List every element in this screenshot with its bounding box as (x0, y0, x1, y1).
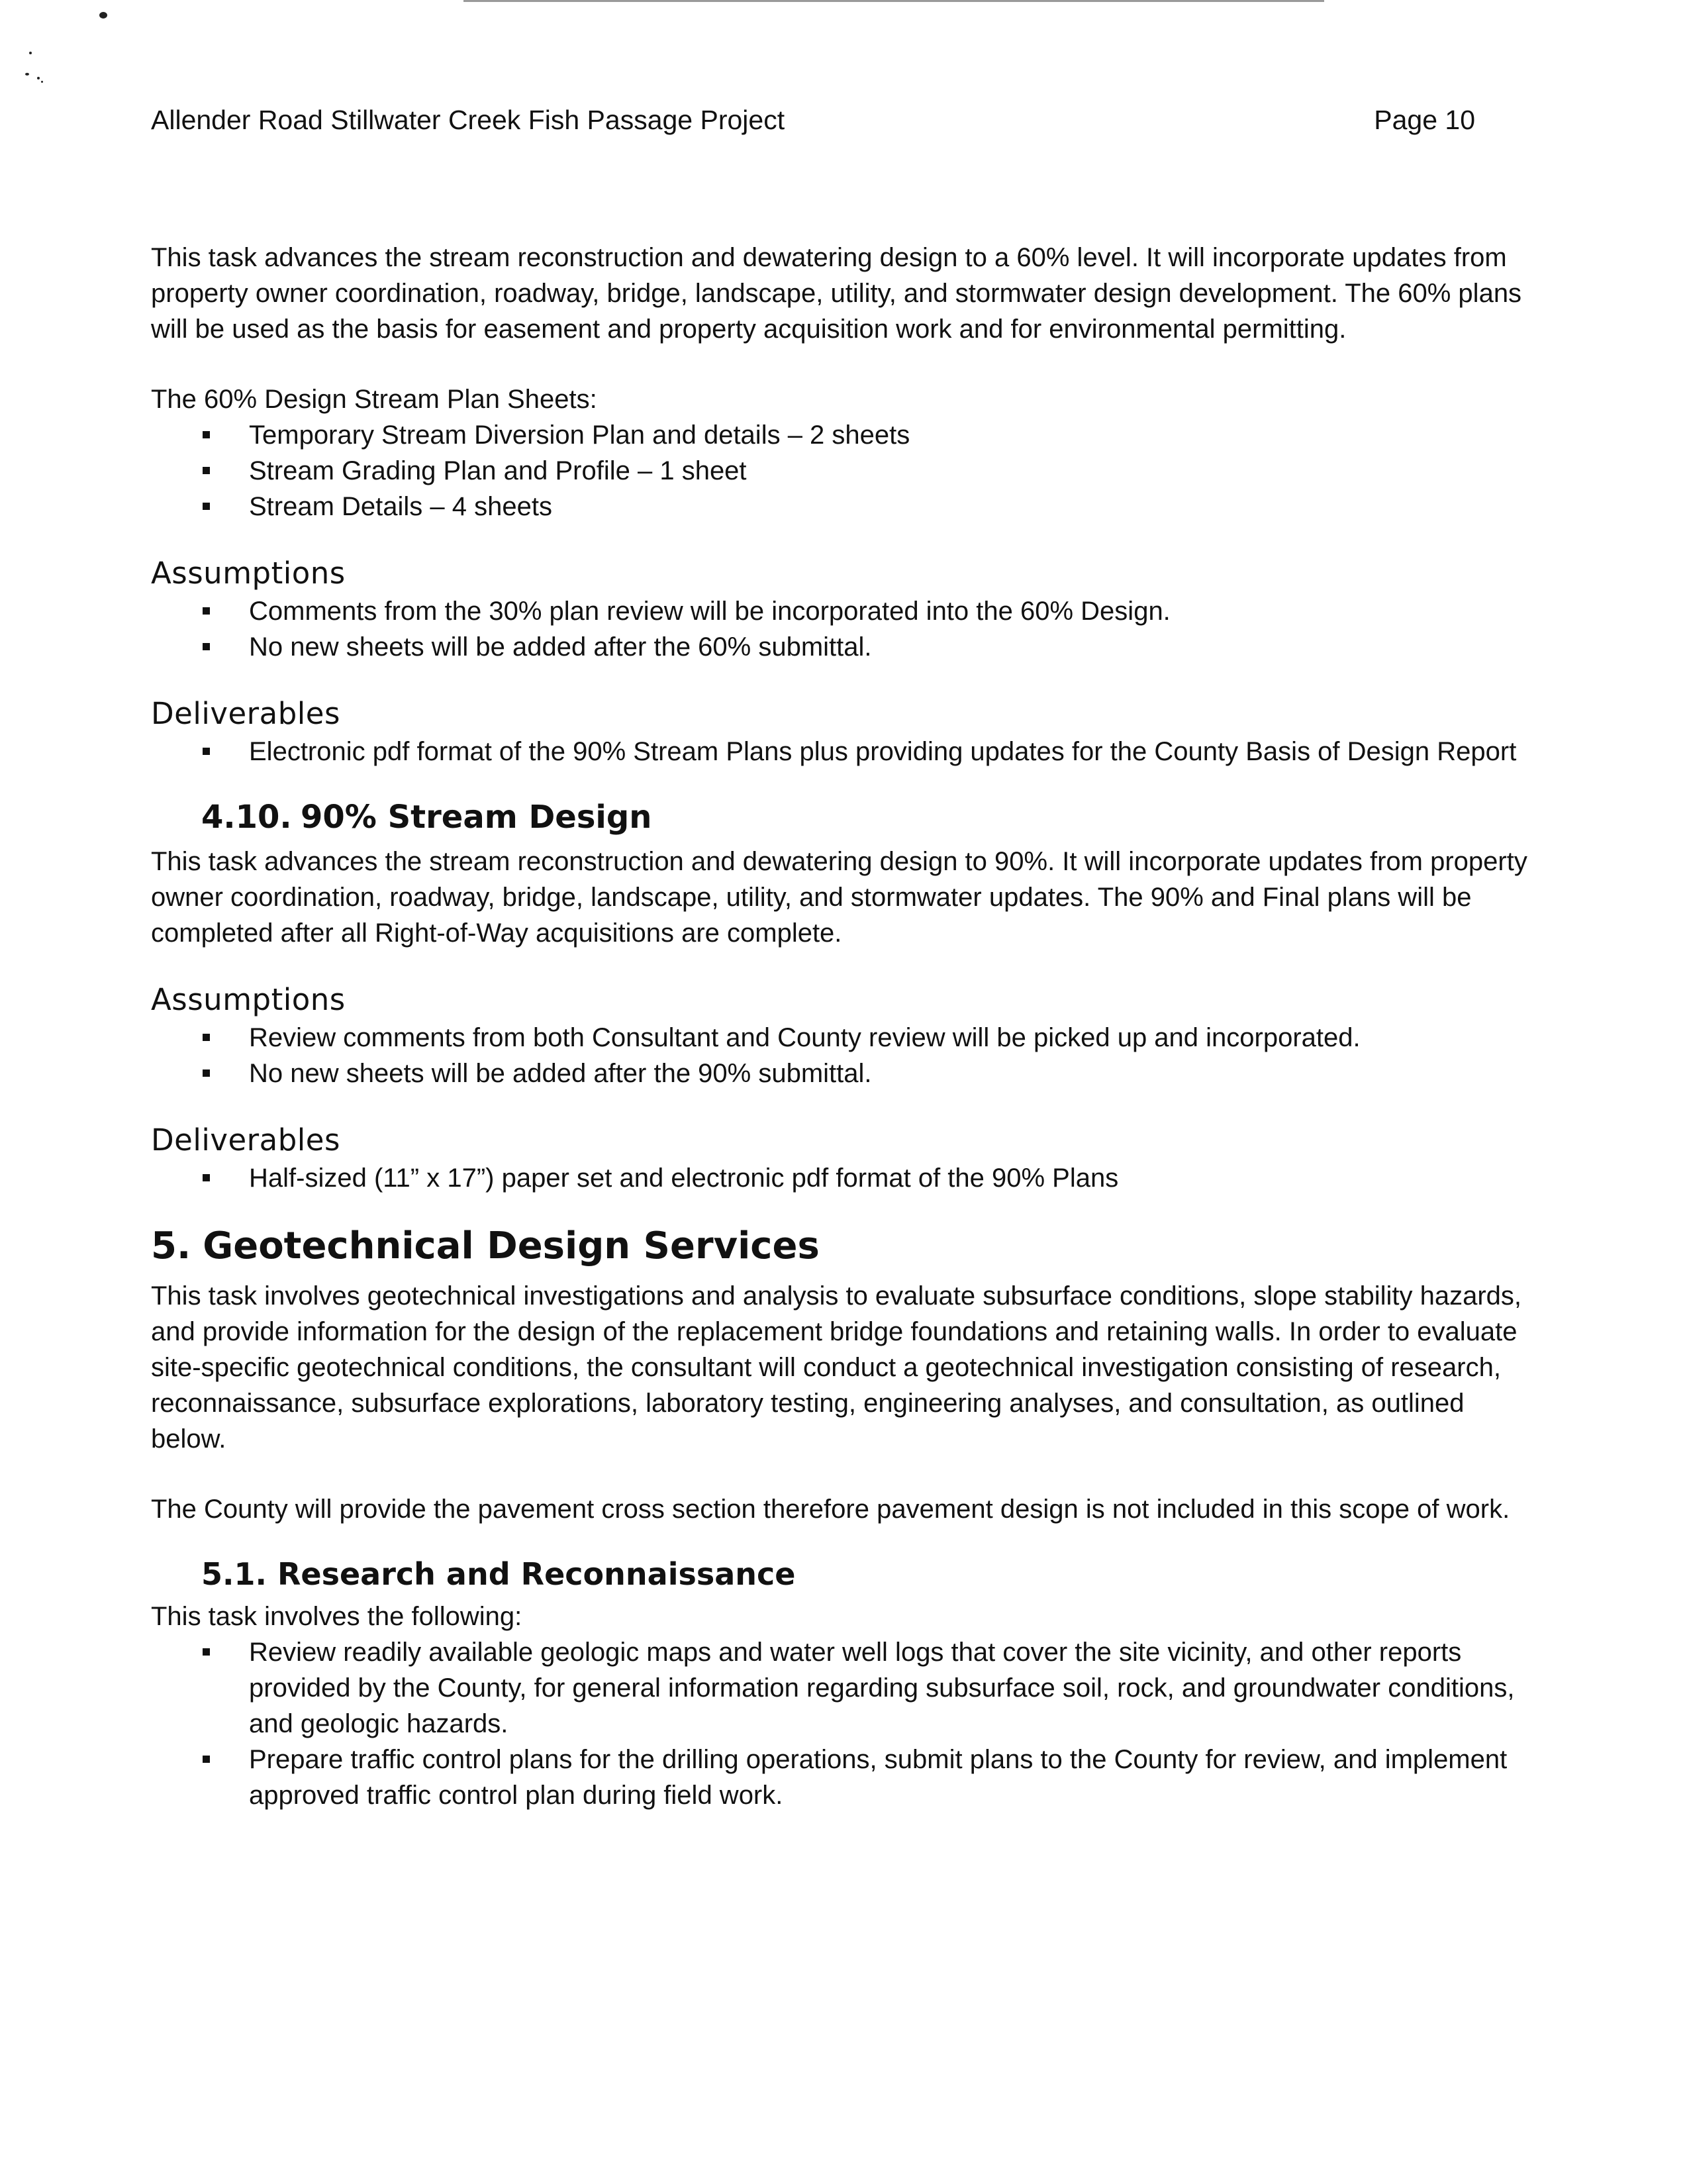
list-item: No new sheets will be added after the 90% submittal. (151, 1056, 1528, 1091)
bullet-icon (203, 607, 210, 615)
assumptions-list (151, 593, 1528, 665)
list-item: No new sheets will be added after the 60% submittal. (151, 629, 1528, 665)
section-number: 5. (151, 1224, 191, 1267)
list-item: Half-sized (11” x 17”) paper set and electronic pdf format of the 90% Plans (151, 1160, 1528, 1196)
section-title: 90% Stream Design (301, 799, 652, 836)
scan-speck (99, 12, 107, 19)
document-body (151, 240, 1528, 1813)
section-5-1-intro: This task involves the following: (151, 1602, 522, 1631)
bullet-icon (203, 431, 210, 438)
section-4-10-paragraph: This task advances the stream reconstruction and dewatering design to 90%. It will incorporate updates from property owner coordination, roadway, bridge, landscape, utility, and stormwater updates. The 90% and Final plans will be completed after all Right-of-Way acquisitions are complete. (151, 847, 1527, 948)
list-item: Stream Grading Plan and Profile – 1 sheet (151, 453, 1528, 489)
list-item: Comments from the 30% plan review will be incorporated into the 60% Design. (151, 593, 1528, 629)
deliverables-heading: Deliverables (151, 696, 340, 731)
section-5-paragraph: This task involves geotechnical investigations and analysis to evaluate subsurface conditions, slope stability hazards, and provide information for the design of the replacement bridge foundations and retaining walls. In order to evaluate site-specific geotechnical conditions, the consultant will conduct a geotechnical investigation consisting of research, reconnaissance, subsurface explorations, laboratory testing, engineering analyses, and consultation, as outlined below. (151, 1281, 1522, 1454)
section-5-heading (151, 1222, 1528, 1270)
section-4-10-heading (201, 796, 1528, 838)
section-number: 4.10. (201, 799, 292, 836)
list-item: Prepare traffic control plans for the drilling operations, submit plans to the County for review, and implement approved traffic control plan during field work. (151, 1742, 1528, 1813)
list-item: Electronic pdf format of the 90% Stream Plans plus providing updates for the County Basis of Design Report (151, 734, 1528, 769)
scan-speck (25, 73, 29, 75)
sheets-list (151, 417, 1528, 524)
scan-speck (37, 77, 40, 79)
list-item: Stream Details – 4 sheets (151, 489, 1528, 524)
section-5-1-list (151, 1634, 1528, 1813)
assumptions-list (151, 1020, 1528, 1091)
section-title: Geotechnical Design Services (203, 1224, 820, 1267)
assumptions-heading: Assumptions (151, 982, 346, 1017)
scan-speck (29, 52, 32, 54)
bullet-icon (203, 1756, 210, 1763)
list-item: Review readily available geologic maps and water well logs that cover the site vicinity, and other reports provided by the County, for general information regarding subsurface soil, rock, and groundwater conditions, and geologic hazards. (151, 1634, 1528, 1742)
bullet-icon (203, 1034, 210, 1041)
bullet-icon (203, 1648, 210, 1656)
deliverables-list (151, 1160, 1528, 1196)
list-item: Temporary Stream Diversion Plan and details – 2 sheets (151, 417, 1528, 453)
list-item: Review comments from both Consultant and County review will be picked up and incorporated. (151, 1020, 1528, 1056)
bullet-icon (203, 503, 210, 510)
bullet-icon (203, 467, 210, 474)
bullet-icon (203, 1174, 210, 1181)
deliverables-list (151, 734, 1528, 769)
document-page (151, 0, 1528, 2184)
section-5-1-heading: 5.1. Research and Reconnaissance (201, 1556, 796, 1592)
page-number: Page 10 (1374, 105, 1475, 135)
section-5-note: The County will provide the pavement cross section therefore pavement design is not included in this scope of work. (151, 1495, 1510, 1524)
bullet-icon (203, 643, 210, 650)
scan-speck (41, 81, 43, 83)
sheets-heading: The 60% Design Stream Plan Sheets: (151, 385, 597, 414)
bullet-icon (203, 748, 210, 755)
deliverables-heading: Deliverables (151, 1122, 340, 1158)
assumptions-heading: Assumptions (151, 556, 346, 591)
bullet-icon (203, 1069, 210, 1077)
document-title: Allender Road Stillwater Creek Fish Passage Project (151, 105, 785, 135)
intro-paragraph: This task advances the stream reconstruction and dewatering design to a 60% level. It will incorporate updates from property owner coordination, roadway, bridge, landscape, utility, and stormwater design development. The 60% plans will be used as the basis for easement and property acquisition work and for environmental permitting. (151, 243, 1522, 344)
